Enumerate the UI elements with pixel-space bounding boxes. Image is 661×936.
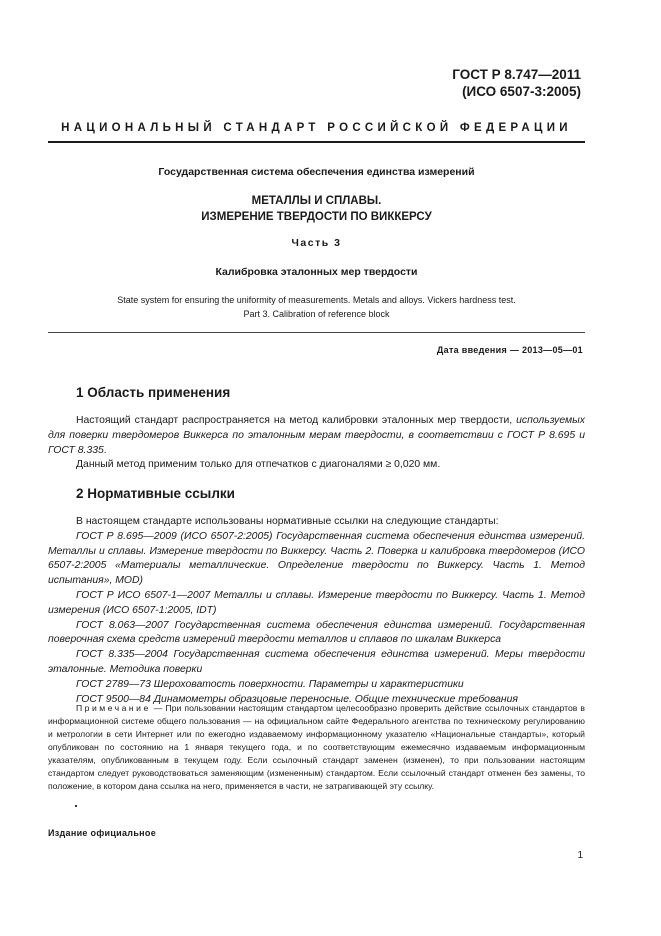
section-1-heading: 1 Область применения — [76, 385, 231, 400]
section-2-heading: 2 Нормативные ссылки — [76, 486, 235, 501]
standard-number: ГОСТ Р 8.747—2011 — [452, 67, 581, 82]
reference-item: ГОСТ 2789—73 Шероховатость поверхности. Параметры и характеристики — [76, 678, 464, 690]
subtitle: Калибровка эталонных мер твердости — [215, 266, 418, 278]
section-1-body — [48, 414, 585, 473]
iso-number: (ИСО 6507-3:2005) — [462, 84, 581, 99]
note-label: Примечание — [76, 703, 151, 713]
references-intro: В настоящем стандарте использованы нормативные ссылки на следующие стандарты: — [76, 516, 499, 527]
reference-item: ГОСТ 9500—84 Динамометры образцовые переносные. Общие технические требования — [76, 693, 518, 705]
main-title — [48, 193, 585, 225]
standard-number-block — [452, 66, 581, 100]
english-title — [48, 293, 585, 321]
reference-item: ГОСТ 8.335—2004 Государственная система обеспечения единства измерений. Меры твердости эталонные. Методика поверки — [48, 649, 585, 675]
section-2-body — [48, 515, 585, 707]
system-title: Государственная система обеспечения единства измерений — [158, 166, 475, 178]
note-block — [48, 702, 585, 793]
header-rule — [48, 141, 585, 143]
main-title-line-2: ИЗМЕРЕНИЕ ТВЕРДОСТИ ПО ВИККЕРСУ — [201, 211, 432, 223]
main-title-line-1: МЕТАЛЛЫ И СПЛАВЫ. — [251, 195, 382, 207]
applicability-paragraph: Данный метод применим только для отпечатков с диагоналями ≥ 0,020 мм. — [76, 459, 441, 471]
page-number: 1 — [577, 850, 583, 861]
reference-item: ГОСТ Р 8.695—2009 (ИСО 6507-2:2005) Государственная система обеспечения единства измерений. Металлы и сплавы. Измерение твердости по Виккерсу. Часть 2. Поверка и калибровка твердомеров (ИСО 6507-2:2005 «Материалы металлические. Определение твердости по Виккерсу. Часть 1. Метод испытания», MOD) — [48, 530, 585, 587]
scope-paragraph: Настоящий стандарт распространяется на метод калибровки эталонных мер твердости, используемых для поверки твердомеров Виккерса по эталонным мерам твердости, в соответствии с ГОСТ Р 8.695 и ГОСТ 8.335. — [48, 415, 585, 456]
stray-dot — [75, 805, 77, 807]
effective-date: Дата введения — 2013—05—01 — [436, 345, 583, 355]
english-title-line-1: State system for ensuring the uniformity of measurements. Metals and alloys. Vickers hardness test. — [117, 295, 516, 305]
title-rule — [48, 332, 585, 333]
national-standard-header: НАЦИОНАЛЬНЫЙ СТАНДАРТ РОССИЙСКОЙ ФЕДЕРАЦИИ — [61, 122, 572, 134]
edition-label: Издание официальное — [48, 828, 157, 838]
english-title-line-2: Part 3. Calibration of reference block — [243, 309, 390, 319]
reference-item: ГОСТ 8.063—2007 Государственная система обеспечения единства измерений. Государственная поверочная схема средств измерений твердости металлов и сплавов по шкалам Виккерса — [48, 619, 585, 646]
note-text: — При пользовании настоящим стандартом целесообразно проверить действие ссылочных стандартов в информационной системе общего пользования — на официальном сайте Федерального агентства по техническому регулированию и метрологии в сети Интернет или по ежегодно издаваемому информационному указателю «Национальные стандарты», который опубликован по состоянию на 1 января текущего года, и по соответствующим ежемесячно издаваемым информационным указателям, опубликованным в текущем году. Если ссылочный стандарт заменен (изменен), то при пользовании настоящим стандартом следует руководствоваться заменяющим (измененным) стандартом. Если ссылочный стандарт отменен без замены, то положение, в котором дана ссылка на него, применяется в части, не затрагивающей эту ссылку. — [48, 703, 585, 791]
reference-item: ГОСТ Р ИСО 6507-1—2007 Металлы и сплавы. Измерение твердости по Виккерсу. Часть 1. Метод измерения (ИСО 6507-1:2005, IDT) — [48, 589, 585, 616]
part-label: Часть 3 — [291, 237, 342, 249]
